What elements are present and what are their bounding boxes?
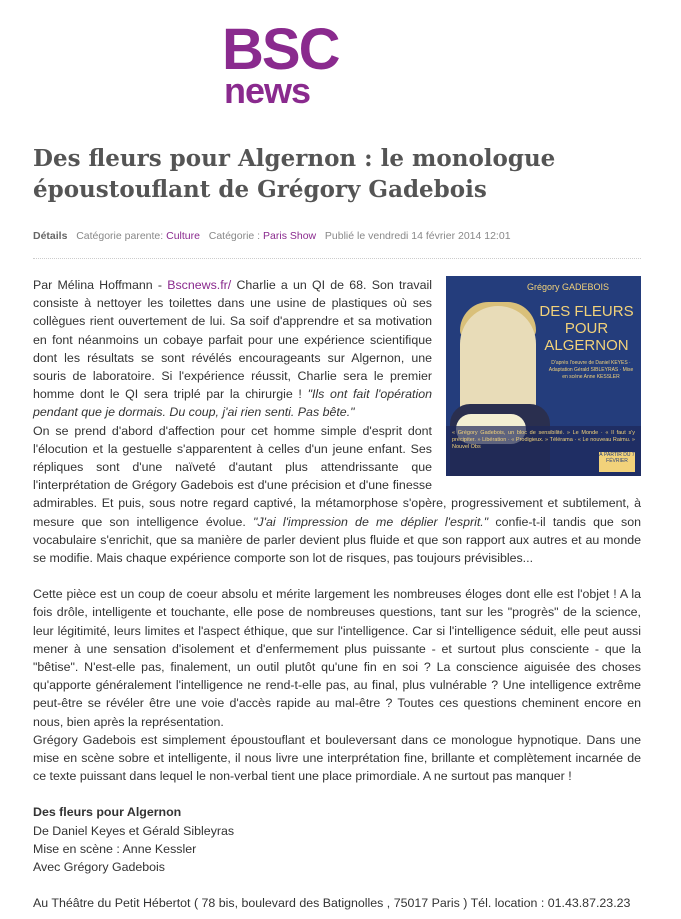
logo-bsc: BSC <box>222 17 339 82</box>
parent-category-prefix: Catégorie parente: <box>76 230 164 242</box>
paragraph-4: Grégory Gadebois est simplement époustouflant et bouleversant dans ce monologue hypnotique. Dans une mise en scène sobre et intelligente, il nous livre une interprétation fine, brillante et complètement incarnée de ce texte puissant dans lequel le non-verbal tient une place primordiale. A ne surtout pas manquer ! <box>33 732 641 784</box>
poster-credits: D'après l'oeuvre de Daniel KEYES · Adaptation Gérald SIBLEYRAS · Mise en scène Anne KESSLER <box>548 360 634 380</box>
category-link[interactable]: Paris Show <box>263 230 317 242</box>
divider <box>33 258 641 259</box>
published-date: Publié le vendredi 14 février 2014 12:01 <box>324 230 511 242</box>
article-title[interactable]: Des fleurs pour Algernon : le monologue époustouflant de Grégory Gadebois <box>33 145 556 203</box>
logo-news: news <box>224 70 311 111</box>
poster-title-3: ALGERNON <box>544 337 629 354</box>
info-authors: De Daniel Keyes et Gérald Sibleyras <box>33 823 235 838</box>
article-meta <box>33 230 511 242</box>
spacer <box>33 876 641 894</box>
poster-image[interactable] <box>446 276 641 476</box>
info-direction: Mise en scène : Anne Kessler <box>33 841 197 856</box>
parent-category-link[interactable]: Culture <box>166 230 200 242</box>
poster-date: À PARTIR DU 7 FÉVRIER <box>599 452 635 472</box>
source-link[interactable]: Bscnews.fr/ <box>167 278 232 292</box>
info-cast: Avec Grégory Gadebois <box>33 860 166 875</box>
paragraph-2-end: confie-t-il tandis que son vocabulaire s'enrichit, que sa manière de parler devient plus fluide et que son rapport aux autres et au monde se modifie. Mais chaque expérience comporte son lot de risques, pas toujours prévisibles... <box>33 514 641 566</box>
details-label: Détails <box>33 230 68 242</box>
poster-actor: Grégory GADEBOIS <box>526 282 610 292</box>
spacer <box>33 785 641 803</box>
paragraph-2-text: On se prend d'abord d'affection pour cet homme simple d'esprit dont l'élocution et la gestuelle s'apparentent à celles d'un jeune enfant. Ses répliques sont d'une naïveté d'autant plus attendrissante que l'interprétation de Grégory Gadebois est d'une précision et d'une finesse admirables. Et puis, sous notre regard captivé, la métamorphose s'opère, progressivement et subtilement, à mesure que son intelligence évolue. <box>33 423 641 529</box>
paragraph-2-quote: "J'ai l'impression de me déplier l'esprit." <box>253 514 489 529</box>
info-title: Des fleurs pour Algernon <box>33 805 182 820</box>
poster-title-2: POUR <box>564 320 609 337</box>
paragraph-1-quote: "Ils ont fait l'opération pendant que je dormais. Du coup, j'ai rien senti. Pas bête." <box>33 387 432 420</box>
poster-title-1: DES FLEURS <box>539 303 634 320</box>
spacer <box>33 567 641 585</box>
article-body <box>33 276 641 913</box>
paragraph-1-text: Charlie a un QI de 68. Son travail consiste à nettoyer les toilettes dans une usine de plastiques où ses collègues rient ouvertement de lui. Sa soif d'apprendre et sa motivation en font néanmoins un cobaye parfait pour une expérience scientifique dont les résultats se sont révélés encourageants sur Algernon, une souris de laboratoire. Si l'expérience réussit, Charlie sera le premier homme dont le QI sera triplé par la chirurgie ! <box>33 278 432 402</box>
author-prefix: Par Mélina Hoffmann - <box>33 278 168 292</box>
paragraph-3: Cette pièce est un coup de coeur absolu et mérite largement les nombreuses éloges dont elle est l'objet ! A la fois drôle, intelligente et touchante, elle pose de nombreuses questions, tant sur les "progrès" de la science, leur légitimité, leurs limites et l'aspect éthique, que sur l'intelligence. Car si l'intelligence séduit, elle peut aussi mener à une sensation d'isolement et d'enfermement plus puissante - et surtout plus consciente - que la "bêtise". N'est-elle pas, finalement, un outil plutôt qu'une fin en soi ? La conscience aiguisée des choses qu'apporte généralement l'intelligence ne rend-t-elle pas, au final, plus vulnérable ? Une intelligence extrême peut-être se révéler être une voie d'accès rapide au mal-être ? Toutes ces questions cheminent encore en nous, bien après la représentation. <box>33 587 641 729</box>
poster-quotes: « Grégory Gadebois, un bloc de sensibilité. » Le Monde · « Il faut s'y précipiter. » Libération · « Prodigieux. » Télérama · « Le nouveau Raimu. » Nouvel Obs <box>446 426 641 476</box>
category-prefix: Catégorie : <box>208 230 261 242</box>
info-venue: Au Théâtre du Petit Hébertot ( 78 bis, boulevard des Batignolles , 75017 Paris ) Tél. location : 01.43.87.23.23 <box>33 896 631 911</box>
bscnews-logo[interactable] <box>222 17 372 113</box>
